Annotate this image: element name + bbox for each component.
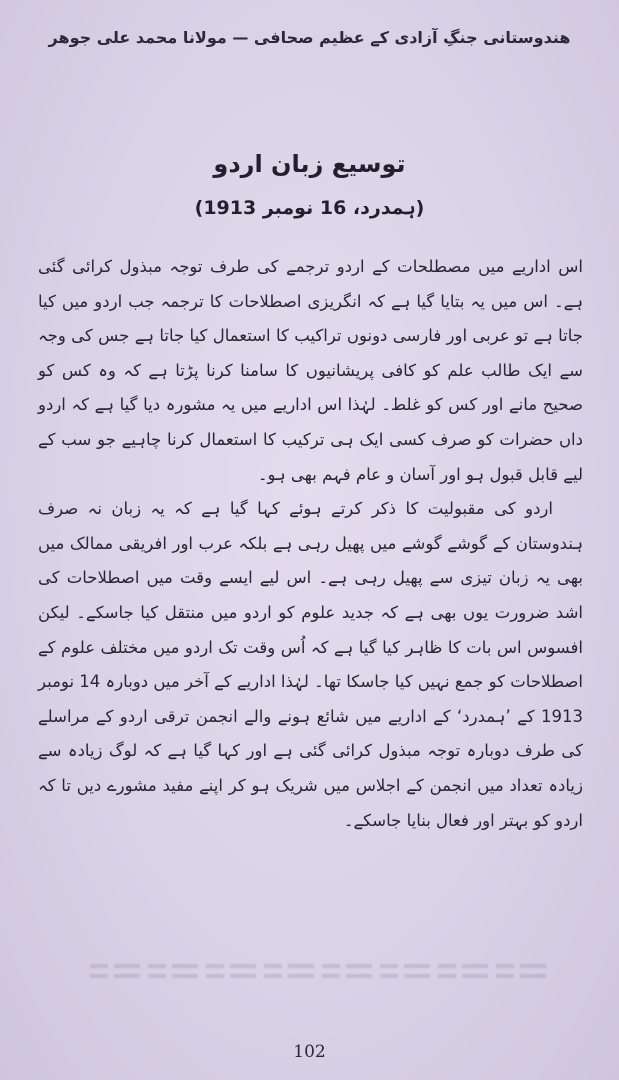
- bleed-through-text: [90, 958, 550, 992]
- page-subtitle: (ہمدرد، 16 نومبر 1913): [194, 197, 425, 219]
- running-head: ھندوستانی جنگِ آزادی کے عظیم صحافی — مولانا محمد علی جوھر: [48, 28, 571, 47]
- paragraph: اس اداریے میں مصطلحات کے اردو ترجمے کی طرف توجہ مبذول کرائی گئی ہے۔ اس میں یہ بتایا گیا ہے کہ انگریزی اصطلاحات کا ترجمہ جب اردو میں کیا جاتا ہے تو عربی اور فارسی دونوں تراکیب کا استعمال کیا جاتا ہے جس کی وجہ سے ایک طالب علم کو کافی پریشانیوں کا سامنا کرنا پڑتا ہے کہ وہ کس کو صحیح مانے اور کس کو غلط۔ لہٰذا اس اداریے میں یہ مشورہ دیا گیا ہے کہ اردو داں حضرات کو صرف کسی ایک ہی ترکیب کا استعمال کرنا چاہیے جو سب کے لیے قابل قبول ہو اور آسان و عام فہم بھی ہو۔: [38, 257, 583, 484]
- body-text: [38, 250, 583, 838]
- paragraph: اردو کی مقبولیت کا ذکر کرتے ہوئے کہا گیا ہے کہ یہ زبان نہ صرف ہندوستان کے گوشے گوشے میں پھیل رہی ہے بلکہ عرب اور افریقی ممالک میں بھی یہ زبان تیزی سے پھیل رہی ہے۔ اس لیے ایسے وقت میں اصطلاحات کی اشد ضرورت یوں بھی ہے کہ جدید علوم کو اردو میں منتقل کیا جاسکے۔ لیکن افسوس اس بات کا ظاہر کیا گیا ہے کہ اُس وقت تک اردو میں مختلف علوم کے اصطلاحات کو جمع نہیں کیا جاسکا تھا۔ لہٰذا اداریے کے آخر میں دوبارہ 14 نومبر 1913 کے ’ہمدرد‘ کے اداریے میں شائع ہونے والے انجمن ترقی اردو کے مراسلے کی طرف دوبارہ توجہ مبذول کرائی گئی ہے اور کہا گیا ہے کہ لوگ زیادہ سے زیادہ تعداد میں انجمن کے اجلاس میں شریک ہو کر اپنے مفید مشورے دیں تا کہ اردو کو بہتر اور فعال بنایا جاسکے۔: [38, 499, 583, 830]
- bleed-line: [90, 964, 550, 968]
- page-title: توسیع زبان اردو: [213, 150, 406, 178]
- page-number: 102: [293, 1042, 326, 1062]
- bleed-line: [90, 974, 550, 978]
